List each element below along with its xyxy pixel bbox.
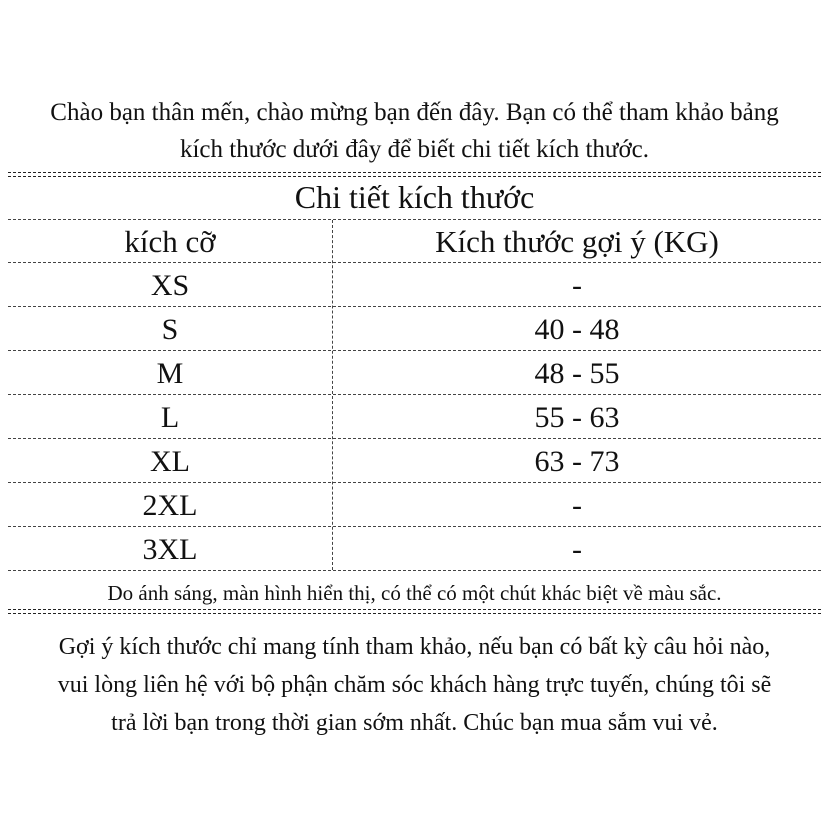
header-weight: Kích thước gợi ý (KG) [435,224,719,259]
color-disclaimer: Do ánh sáng, màn hình hiển thị, có thể có một chút khác biệt về màu sắc. [107,581,722,605]
outro-paragraph [0,628,829,742]
size-cell: 3XL [142,533,198,566]
outro-line: vui lòng liên hệ với bộ phận chăm sóc khách hàng trực tuyến, chúng tôi sẽ [57,672,772,698]
size-cell: L [160,401,180,434]
header-size: kích cỡ [124,224,216,259]
intro-line: Chào bạn thân mến, chào mừng bạn đến đây. Bạn có thể tham khảo bảng [50,99,779,126]
divider-top [8,172,821,173]
intro-line: kích thước dưới đây để biết chi tiết kích thước. [179,136,650,163]
weight-cell: 55 - 63 [534,401,620,434]
weight-cell: 63 - 73 [534,445,620,478]
outro-line: Gợi ý kích thước chỉ mang tính tham khảo, nếu bạn có bất kỳ câu hỏi nào, [58,634,771,660]
divider-bottom-inner [8,613,821,614]
intro-paragraph [0,94,829,168]
size-cell: S [161,313,179,346]
size-cell: 2XL [142,489,198,522]
weight-cell: 40 - 48 [534,313,620,346]
size-cell: M [156,357,184,390]
size-cell: XS [150,269,190,302]
size-cell: XL [150,445,190,478]
weight-cell: - [572,533,582,566]
outro-line: trả lời bạn trong thời gian sớm nhất. Chúc bạn mua sắm vui vẻ. [111,710,718,736]
weight-cell: 48 - 55 [534,357,620,390]
divider-bottom [8,609,821,610]
weight-cell: - [572,489,582,522]
size-table-title: Chi tiết kích thước [294,179,535,215]
weight-cell: - [572,269,582,302]
